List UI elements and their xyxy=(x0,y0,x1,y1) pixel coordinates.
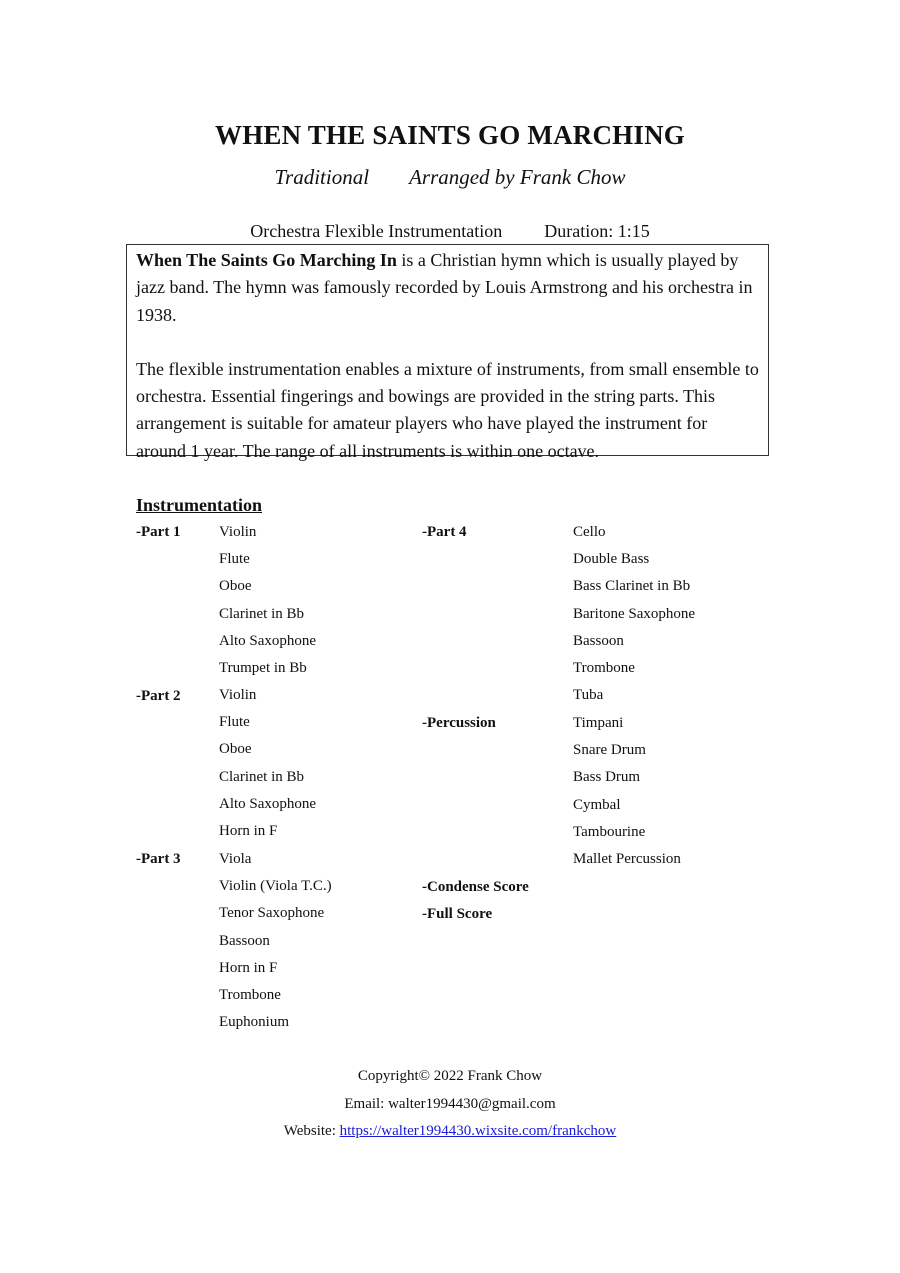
list-item: Trombone xyxy=(219,986,281,1003)
instrumentation-heading: Instrumentation xyxy=(136,495,263,515)
condense-score-label: -Condense Score xyxy=(422,879,529,895)
subtitle xyxy=(0,165,900,190)
list-item: Cymbal xyxy=(573,796,621,813)
list-item: Alto Saxophone xyxy=(219,795,317,812)
list-item: Horn in F xyxy=(219,822,278,839)
list-item: Horn in F xyxy=(219,959,278,976)
list-item: Baritone Saxophone xyxy=(573,605,696,622)
list-item: Clarinet in Bb xyxy=(219,605,304,622)
list-item: Bassoon xyxy=(573,632,624,649)
page-title: WHEN THE SAINTS GO MARCHING xyxy=(215,120,685,150)
duration: Duration: 1:15 xyxy=(544,221,650,241)
arranger: Arranged by Frank Chow xyxy=(409,165,626,189)
website-label: Website: xyxy=(283,1123,340,1139)
list-item: Clarinet in Bb xyxy=(219,768,304,785)
list-item: Flute xyxy=(219,714,250,731)
description-paragraph-1 xyxy=(136,247,759,329)
list-item: Euphonium xyxy=(219,1014,289,1031)
hymn-name: When The Saints Go Marching In xyxy=(136,250,397,270)
list-item: Tenor Saxophone xyxy=(219,905,325,922)
part4-list xyxy=(573,519,695,709)
website-link[interactable]: https://walter1994430.wixsite.com/frankchow xyxy=(339,1123,617,1139)
list-item: Tambourine xyxy=(573,823,646,840)
part2-list xyxy=(219,682,316,845)
percussion-list xyxy=(573,710,681,873)
part3-list xyxy=(219,846,332,1036)
description-text-1: is a Christian hymn which is usually played by jazz band. The hymn was famously recorded by Louis Armstrong and his orchestra in 1938. xyxy=(136,250,753,325)
copyright: Copyright© 2022 Frank Chow xyxy=(357,1068,543,1084)
part1-label: -Part 1 xyxy=(136,524,181,540)
full-score-label: -Full Score xyxy=(422,906,493,922)
instrumentation-type: Orchestra Flexible Instrumentation xyxy=(250,221,503,241)
list-item: Double Bass xyxy=(573,551,650,568)
list-item: Tuba xyxy=(573,687,604,704)
description-paragraph-2: The flexible instrumentation enables a mixture of instruments, from small ensemble to orchestra. Essential fingerings and bowings are provided in the string parts. This arrangement is suitable for amateur players who have played the instrument for around 1 year. The range of all instruments is within one octave. xyxy=(136,358,759,461)
description-box xyxy=(126,244,769,461)
list-item: Bass Drum xyxy=(573,769,641,786)
list-item: Oboe xyxy=(219,578,252,595)
part2-label: -Part 2 xyxy=(136,688,181,704)
part3-label: -Part 3 xyxy=(136,851,181,867)
percussion-label: -Percussion xyxy=(422,715,496,731)
list-item: Violin xyxy=(219,524,257,540)
list-item: Cello xyxy=(573,524,606,540)
composer: Traditional xyxy=(274,165,370,189)
list-item: Timpani xyxy=(573,715,624,731)
website-line xyxy=(0,1123,900,1140)
list-item: Trombone xyxy=(573,659,635,676)
list-item: Viola xyxy=(219,851,252,867)
list-item: Bass Clarinet in Bb xyxy=(573,578,691,595)
list-item: Snare Drum xyxy=(573,742,646,759)
list-item: Violin (Viola T.C.) xyxy=(219,878,332,895)
list-item: Bassoon xyxy=(219,932,270,949)
list-item: Flute xyxy=(219,551,250,568)
list-item: Mallet Percussion xyxy=(573,850,681,867)
list-item: Oboe xyxy=(219,741,252,758)
meta-line xyxy=(0,221,900,242)
email: Email: walter1994430@gmail.com xyxy=(344,1096,556,1112)
list-item: Alto Saxophone xyxy=(219,632,317,649)
part1-list xyxy=(219,519,316,682)
list-item: Trumpet in Bb xyxy=(219,659,307,676)
list-item: Violin xyxy=(219,687,257,703)
part4-label: -Part 4 xyxy=(422,524,467,540)
